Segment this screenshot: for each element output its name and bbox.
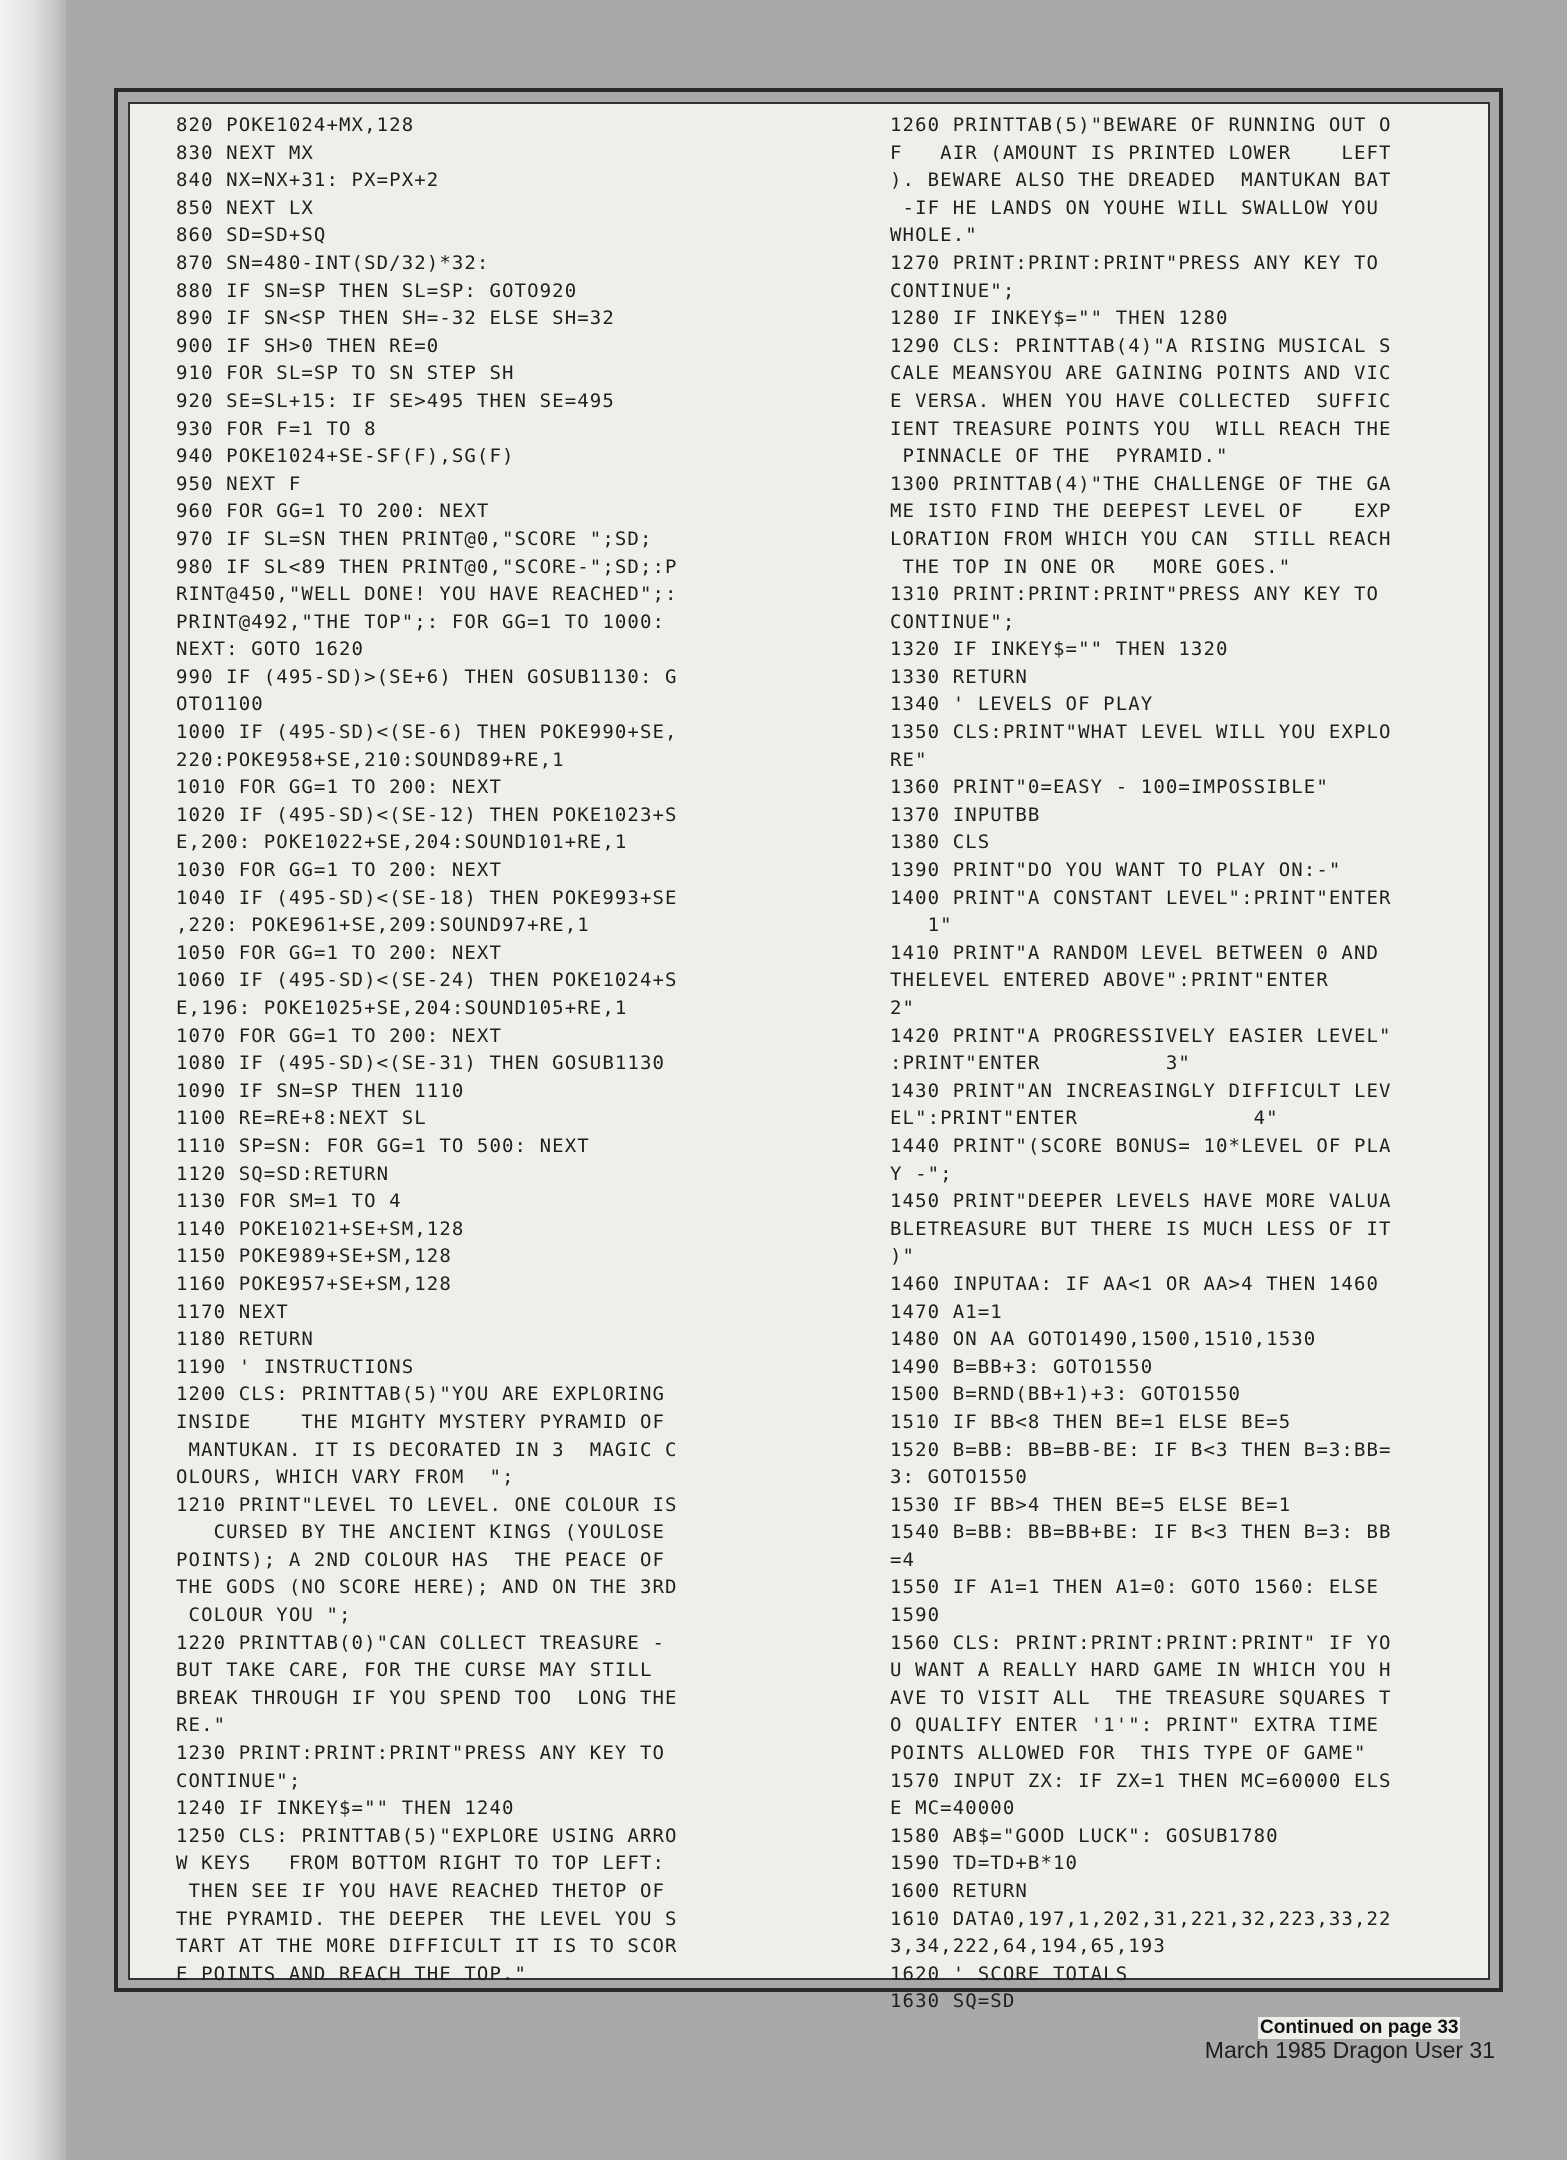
code-line: 970 IF SL=SN THEN PRINT@0,"SCORE ";SD; [176, 527, 653, 550]
code-line: :PRINT"ENTER 3" [890, 1052, 1191, 1075]
code-line: =4 [890, 1548, 916, 1571]
code-line: 1510 IF BB<8 THEN BE=1 ELSE BE=5 [890, 1410, 1292, 1433]
code-line: RE." [176, 1714, 227, 1737]
code-line: 1390 PRINT"DO YOU WANT TO PLAY ON:-" [890, 859, 1342, 882]
code-line: RINT@450,"WELL DONE! YOU HAVE REACHED";: [176, 583, 678, 606]
code-line: 1200 CLS: PRINTTAB(5)"YOU ARE EXPLORING [176, 1383, 666, 1406]
code-line: 1590 [890, 1604, 941, 1627]
code-line: 1180 RETURN [176, 1328, 314, 1351]
code-line: 1010 FOR GG=1 TO 200: NEXT [176, 776, 503, 799]
page-footer: March 1985 Dragon User 31 [1204, 2037, 1495, 2063]
code-line: 1350 CLS:PRINT"WHAT LEVEL WILL YOU EXPLO [890, 721, 1392, 744]
code-line: WHOLE." [890, 224, 978, 247]
code-line: 1530 IF BB>4 THEN BE=5 ELSE BE=1 [890, 1493, 1292, 1516]
code-line: 1470 A1=1 [890, 1300, 1003, 1323]
code-line: 1580 AB$="GOOD LUCK": GOSUB1780 [890, 1824, 1279, 1847]
code-line: 930 FOR F=1 TO 8 [176, 417, 377, 440]
code-line: POINTS ALLOWED FOR THIS TYPE OF GAME" [890, 1742, 1367, 1765]
code-line: 1080 IF (495-SD)<(SE-31) THEN GOSUB1130 [176, 1052, 666, 1075]
page-spine-shadow [0, 0, 66, 2160]
continued-note: Continued on page 33 [1260, 2017, 1459, 2038]
code-line: 1040 IF (495-SD)<(SE-18) THEN POKE993+SE [176, 886, 678, 909]
code-line: 1020 IF (495-SD)<(SE-12) THEN POKE1023+S [176, 803, 678, 826]
code-line: 820 POKE1024+MX,128 [176, 114, 415, 136]
code-line: 1570 INPUT ZX: IF ZX=1 THEN MC=60000 ELS [890, 1769, 1392, 1792]
code-line: 1120 SQ=SD:RETURN [176, 1162, 390, 1185]
code-line: 1380 CLS [890, 831, 991, 854]
code-line: 1320 IF INKEY$="" THEN 1320 [890, 638, 1229, 661]
code-line: THE GODS (NO SCORE HERE); AND ON THE 3RD [176, 1576, 678, 1599]
right-code-column [890, 112, 1460, 2016]
code-line: AVE TO VISIT ALL THE TREASURE SQUARES T [890, 1686, 1392, 1709]
code-line: 220:POKE958+SE,210:SOUND89+RE,1 [176, 748, 565, 771]
code-line: BREAK THROUGH IF YOU SPEND TOO LONG THE [176, 1686, 678, 1709]
code-line: Y -"; [890, 1162, 953, 1185]
code-line: THE TOP IN ONE OR MORE GOES." [890, 555, 1292, 578]
code-line: 1230 PRINT:PRINT:PRINT"PRESS ANY KEY TO [176, 1742, 666, 1765]
code-line: 850 NEXT LX [176, 196, 314, 219]
code-line: 960 FOR GG=1 TO 200: NEXT [176, 500, 490, 523]
code-line: EL":PRINT"ENTER 4" [890, 1107, 1279, 1130]
code-line: TART AT THE MORE DIFFICULT IT IS TO SCOR [176, 1935, 678, 1958]
code-line: RE" [890, 748, 928, 771]
code-line: 1590 TD=TD+B*10 [890, 1852, 1079, 1875]
code-line: 1430 PRINT"AN INCREASINGLY DIFFICULT LEV [890, 1079, 1392, 1102]
code-line: 3,34,222,64,194,65,193 [890, 1935, 1166, 1958]
code-line: COLOUR YOU "; [176, 1604, 352, 1627]
code-line: E POINTS AND REACH THE TOP." [176, 1962, 528, 1985]
code-line: 1140 POKE1021+SE+SM,128 [176, 1217, 465, 1240]
code-line: W KEYS FROM BOTTOM RIGHT TO TOP LEFT: [176, 1852, 666, 1875]
code-line: THE PYRAMID. THE DEEPER THE LEVEL YOU S [176, 1907, 678, 1930]
code-line: 1210 PRINT"LEVEL TO LEVEL. ONE COLOUR IS [176, 1493, 678, 1516]
code-line: 870 SN=480-INT(SD/32)*32: [176, 251, 490, 274]
code-line: 1400 PRINT"A CONSTANT LEVEL":PRINT"ENTER [890, 886, 1392, 909]
code-line: 1070 FOR GG=1 TO 200: NEXT [176, 1024, 503, 1047]
code-line: O QUALIFY ENTER '1'": PRINT" EXTRA TIME [890, 1714, 1380, 1737]
code-line: 1110 SP=SN: FOR GG=1 TO 500: NEXT [176, 1134, 590, 1157]
code-line: ,220: POKE961+SE,209:SOUND97+RE,1 [176, 914, 590, 937]
code-line: CALE MEANSYOU ARE GAINING POINTS AND VIC [890, 362, 1392, 385]
code-line: 1450 PRINT"DEEPER LEVELS HAVE MORE VALUA [890, 1190, 1392, 1213]
code-line: POINTS); A 2ND COLOUR HAS THE PEACE OF [176, 1548, 666, 1571]
code-line: )" [890, 1245, 916, 1268]
code-line: 940 POKE1024+SE-SF(F),SG(F) [176, 445, 515, 468]
code-line: 1190 ' INSTRUCTIONS [176, 1355, 415, 1378]
code-line: OLOURS, WHICH VARY FROM "; [176, 1466, 515, 1489]
code-line: 1520 B=BB: BB=BB-BE: IF B<3 THEN B=3:BB= [890, 1438, 1392, 1461]
code-line: 890 IF SN<SP THEN SH=-32 ELSE SH=32 [176, 307, 615, 330]
left-code-column [176, 112, 746, 1988]
code-line: 1250 CLS: PRINTTAB(5)"EXPLORE USING ARRO [176, 1824, 678, 1847]
code-line: 920 SE=SL+15: IF SE>495 THEN SE=495 [176, 389, 615, 412]
code-line: 1370 INPUTBB [890, 803, 1041, 826]
code-line: 1360 PRINT"0=EASY - 100=IMPOSSIBLE" [890, 776, 1329, 799]
code-line: 1460 INPUTAA: IF AA<1 OR AA>4 THEN 1460 [890, 1272, 1380, 1295]
code-line: CONTINUE"; [890, 610, 1016, 633]
code-line: 1300 PRINTTAB(4)"THE CHALLENGE OF THE GA [890, 472, 1392, 495]
code-line: THEN SEE IF YOU HAVE REACHED THETOP OF [176, 1880, 666, 1902]
code-line: 1630 SQ=SD [890, 1990, 1016, 2013]
code-line: CONTINUE"; [890, 279, 1016, 302]
code-line: 980 IF SL<89 THEN PRINT@0,"SCORE-";SD;:P [176, 555, 678, 578]
code-line: 1030 FOR GG=1 TO 200: NEXT [176, 859, 503, 882]
code-line: NEXT: GOTO 1620 [176, 638, 365, 661]
code-line: 2" [890, 997, 916, 1019]
code-line: F AIR (AMOUNT IS PRINTED LOWER LEFT [890, 141, 1392, 164]
code-line: MANTUKAN. IT IS DECORATED IN 3 MAGIC C [176, 1438, 678, 1461]
code-line: U WANT A REALLY HARD GAME IN WHICH YOU H [890, 1659, 1392, 1682]
code-line: 1410 PRINT"A RANDOM LEVEL BETWEEN 0 AND [890, 941, 1380, 964]
code-line: 860 SD=SD+SQ [176, 224, 327, 247]
code-line: ME ISTO FIND THE DEEPEST LEVEL OF EXP [890, 500, 1392, 523]
code-line: 1100 RE=RE+8:NEXT SL [176, 1107, 427, 1130]
code-line: CURSED BY THE ANCIENT KINGS (YOULOSE [176, 1521, 666, 1544]
code-line: 1160 POKE957+SE+SM,128 [176, 1272, 452, 1295]
code-line: 1280 IF INKEY$="" THEN 1280 [890, 307, 1229, 330]
code-line: 900 IF SH>0 THEN RE=0 [176, 334, 440, 357]
code-line: PRINT@492,"THE TOP";: FOR GG=1 TO 1000: [176, 610, 666, 633]
code-line: 1620 ' SCORE TOTALS [890, 1962, 1129, 1985]
code-line: 990 IF (495-SD)>(SE+6) THEN GOSUB1130: G [176, 665, 678, 688]
code-line: 830 NEXT MX [176, 141, 314, 164]
code-line: 1000 IF (495-SD)<(SE-6) THEN POKE990+SE, [176, 721, 678, 744]
code-line: CONTINUE"; [176, 1769, 302, 1792]
code-line: 1540 B=BB: BB=BB+BE: IF B<3 THEN B=3: BB [890, 1521, 1392, 1544]
code-line: 1240 IF INKEY$="" THEN 1240 [176, 1797, 515, 1820]
code-line: 1" [890, 914, 953, 937]
code-line: 1610 DATA0,197,1,202,31,221,32,223,33,22 [890, 1907, 1392, 1930]
code-line: 1340 ' LEVELS OF PLAY [890, 693, 1154, 716]
code-line: 880 IF SN=SP THEN SL=SP: GOTO920 [176, 279, 578, 302]
code-line: 1050 FOR GG=1 TO 200: NEXT [176, 941, 503, 964]
code-line: 1310 PRINT:PRINT:PRINT"PRESS ANY KEY TO [890, 583, 1380, 606]
code-line: 1220 PRINTTAB(0)"CAN COLLECT TREASURE - [176, 1631, 666, 1654]
code-line: 840 NX=NX+31: PX=PX+2 [176, 169, 440, 192]
code-line: OTO1100 [176, 693, 264, 716]
code-line: 1090 IF SN=SP THEN 1110 [176, 1079, 465, 1102]
code-line: 1060 IF (495-SD)<(SE-24) THEN POKE1024+S [176, 969, 678, 992]
code-line: 1330 RETURN [890, 665, 1028, 688]
code-line: INSIDE THE MIGHTY MYSTERY PYRAMID OF [176, 1410, 666, 1433]
code-line: 910 FOR SL=SP TO SN STEP SH [176, 362, 515, 385]
code-line: 1490 B=BB+3: GOTO1550 [890, 1355, 1154, 1378]
code-line: 950 NEXT F [176, 472, 302, 495]
code-line: 3: GOTO1550 [890, 1466, 1028, 1489]
code-line: 1170 NEXT [176, 1300, 289, 1323]
code-line: 1440 PRINT"(SCORE BONUS= 10*LEVEL OF PLA [890, 1134, 1392, 1157]
code-line: PINNACLE OF THE PYRAMID." [890, 445, 1229, 468]
code-line: ). BEWARE ALSO THE DREADED MANTUKAN BAT [890, 169, 1392, 192]
code-line: E VERSA. WHEN YOU HAVE COLLECTED SUFFIC [890, 389, 1392, 412]
code-line: 1150 POKE989+SE+SM,128 [176, 1245, 452, 1268]
code-line: BLETREASURE BUT THERE IS MUCH LESS OF IT [890, 1217, 1392, 1240]
code-line: 1600 RETURN [890, 1880, 1028, 1902]
code-line: 1560 CLS: PRINT:PRINT:PRINT:PRINT" IF YO [890, 1631, 1392, 1654]
code-line: E,196: POKE1025+SE,204:SOUND105+RE,1 [176, 997, 628, 1019]
code-line: LORATION FROM WHICH YOU CAN STILL REACH [890, 527, 1392, 550]
code-line: 1270 PRINT:PRINT:PRINT"PRESS ANY KEY TO [890, 251, 1380, 274]
code-line: 1550 IF A1=1 THEN A1=0: GOTO 1560: ELSE [890, 1576, 1380, 1599]
code-line: 1290 CLS: PRINTTAB(4)"A RISING MUSICAL S [890, 334, 1392, 357]
code-line: 1130 FOR SM=1 TO 4 [176, 1190, 402, 1213]
code-line: 1480 ON AA GOTO1490,1500,1510,1530 [890, 1328, 1317, 1351]
code-line: THELEVEL ENTERED ABOVE":PRINT"ENTER [890, 969, 1329, 992]
code-line: 1420 PRINT"A PROGRESSIVELY EASIER LEVEL" [890, 1024, 1392, 1047]
code-line: -IF HE LANDS ON YOUHE WILL SWALLOW YOU [890, 196, 1380, 219]
code-line: E MC=40000 [890, 1797, 1016, 1820]
code-line: 1260 PRINTTAB(5)"BEWARE OF RUNNING OUT O [890, 114, 1392, 136]
code-line: 1500 B=RND(BB+1)+3: GOTO1550 [890, 1383, 1242, 1406]
code-line: BUT TAKE CARE, FOR THE CURSE MAY STILL [176, 1659, 653, 1682]
code-line: E,200: POKE1022+SE,204:SOUND101+RE,1 [176, 831, 628, 854]
code-line: IENT TREASURE POINTS YOU WILL REACH THE [890, 417, 1392, 440]
